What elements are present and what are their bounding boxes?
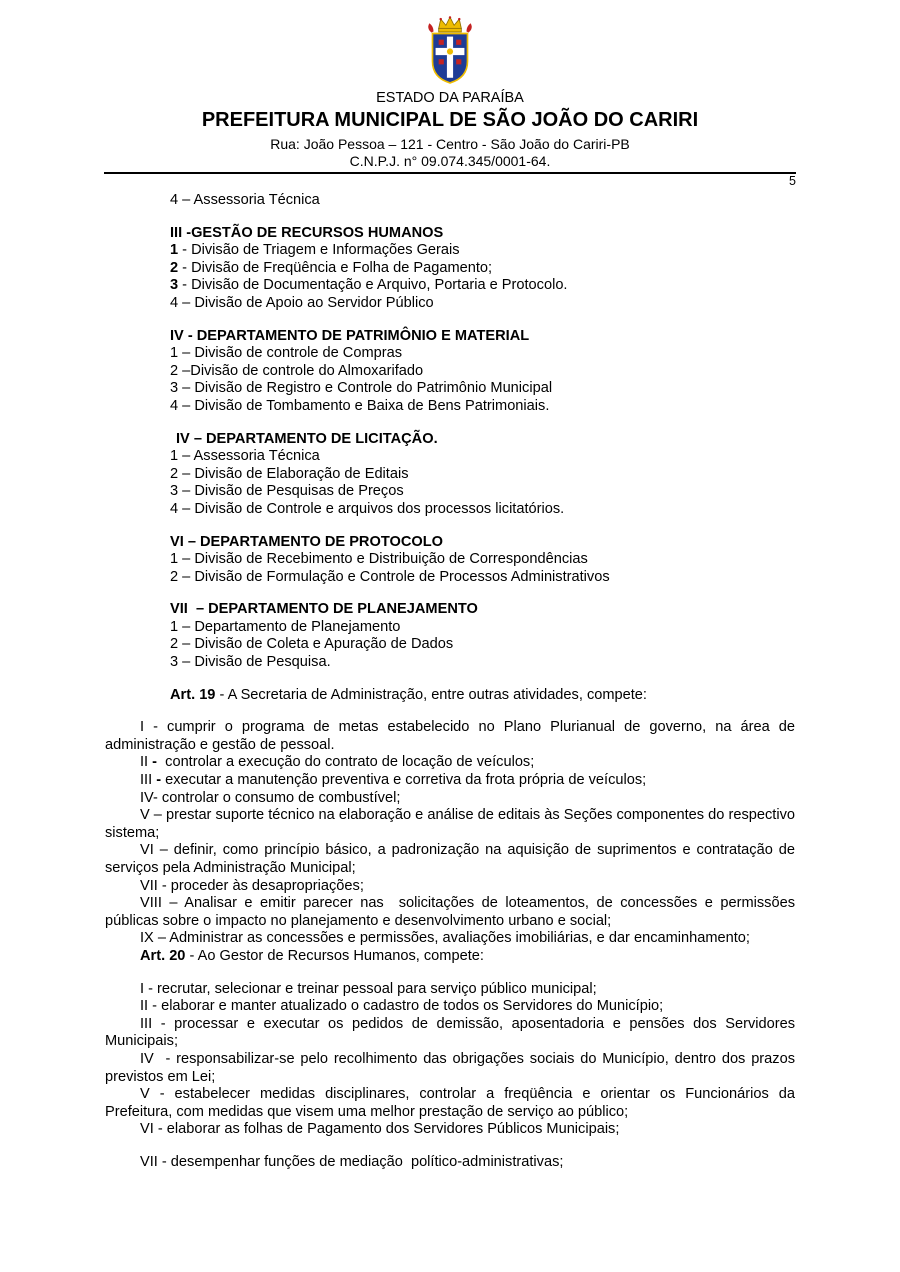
text-run: VII - desempenhar funções de mediação político-administrativas; <box>140 1153 564 1170</box>
text-run: 2 – Divisão de Coleta e Apuração de Dados <box>170 636 454 653</box>
text-run: IX – Administrar as concessões e permissões, avaliações imobiliárias, e dar encaminhamento; <box>140 930 750 947</box>
section-heading <box>170 534 795 552</box>
text-run: 3 – Divisão de Registro e Controle do Patrimônio Municipal <box>170 380 553 397</box>
list-item <box>170 466 795 484</box>
text-run: Art. 19 <box>170 686 216 703</box>
text-run: 2 – Divisão de Elaboração de Editais <box>170 465 409 482</box>
document-body <box>105 192 800 1172</box>
list-item <box>170 654 795 672</box>
text-run: Art. 20 <box>140 947 186 964</box>
shield-center <box>447 48 453 54</box>
address-line: Rua: João Pessoa – 121 - Centro - São João do Cariri-PB <box>270 136 630 152</box>
paragraph <box>105 754 795 772</box>
text-run: - <box>156 772 162 789</box>
paragraph <box>105 930 795 948</box>
section-heading <box>170 601 795 619</box>
text-run: 3 <box>170 277 179 294</box>
paragraph <box>105 998 795 1016</box>
text-run: 2 –Divisão de controle do Almoxarifado <box>170 362 424 379</box>
paragraph <box>105 1050 800 1086</box>
text-run: VII - proceder às desapropriações; <box>140 877 364 894</box>
text-run: executar a manutenção preventiva e corretiva da frota própria de veículos; <box>161 772 647 789</box>
list-item <box>170 569 795 587</box>
paragraph <box>105 1015 800 1051</box>
paragraph <box>105 1154 795 1172</box>
paragraph <box>105 719 800 754</box>
text-run: III -GESTÃO DE RECURSOS HUMANOS <box>170 224 444 241</box>
text-run: 3 – Divisão de Pesquisa. <box>170 654 331 671</box>
shield-mark <box>439 59 444 64</box>
text-run: - A Secretaria de Administração, entre outras atividades, compete: <box>215 686 647 703</box>
blank-line <box>105 1139 795 1154</box>
paragraph <box>105 807 800 842</box>
crown-jewel <box>449 16 451 18</box>
paragraph <box>105 981 795 999</box>
text-run: 1 – Departamento de Planejamento <box>170 618 401 635</box>
text-run: 4 – Assessoria Técnica <box>170 192 320 208</box>
blank-line <box>105 313 795 328</box>
list-item <box>170 448 795 466</box>
text-run: 4 – Divisão de Apoio ao Servidor Público <box>170 294 434 311</box>
paragraph <box>105 878 795 896</box>
cnpj-line: C.N.P.J. n° 09.074.345/0001-64. <box>349 153 551 169</box>
text-run: V - estabelecer medidas disciplinares, controlar a freqüência e orientar os Funcionários da Prefeitura, com medidas que visem uma melhor prestação de serviço ao público; <box>105 1086 800 1120</box>
municipality-title: PREFEITURA MUNICIPAL DE SÃO JOÃO DO CARIRI <box>201 109 699 131</box>
text-run: 1 <box>170 242 179 259</box>
text-run: 1 – Divisão de Recebimento e Distribuição de Correspondências <box>170 551 588 568</box>
blank-line <box>105 966 795 981</box>
text-run: VIII – Analisar e emitir parecer nas solicitações de loteamentos, de concessões e permissões públicas sobre o impacto no planejamento e desenvolvimento urbano e social; <box>105 895 800 929</box>
text-run: IV - responsabilizar-se pelo recolhimento das obrigações sociais do Município, dentro dos prazos previstos em Lei; <box>105 1050 800 1085</box>
header-divider <box>104 172 796 174</box>
text-run: - Divisão de Freqüência e Folha de Pagamento; <box>178 259 493 276</box>
paragraph <box>105 895 800 930</box>
blank-line <box>105 586 795 601</box>
list-item <box>170 277 795 295</box>
crest-ornament-left <box>428 23 433 32</box>
text-run: 2 – Divisão de Formulação e Controle de Processos Administrativos <box>170 568 610 585</box>
paragraph <box>105 948 795 966</box>
paragraph <box>105 687 795 705</box>
paragraph <box>105 772 795 790</box>
text-run: III - processar e executar os pedidos de demissão, aposentadoria e pensões dos Servidores Municipais; <box>105 1015 800 1050</box>
blank-line <box>105 519 795 534</box>
blank-line <box>105 210 795 225</box>
text-run: VI – definir, como princípio básico, a padronização na aquisição de suprimentos e contratação de serviços pela Administração Municipal; <box>105 842 800 876</box>
coat-of-arms-icon <box>425 16 475 86</box>
text-run: VI – DEPARTAMENTO DE PROTOCOLO <box>170 533 443 550</box>
section-heading <box>170 328 795 346</box>
list-item <box>170 260 795 278</box>
text-run: III <box>140 772 157 789</box>
section-heading <box>170 225 795 243</box>
list-item <box>170 380 795 398</box>
text-run: VII – DEPARTAMENTO DE PLANEJAMENTO <box>170 601 478 618</box>
text-run: IV- controlar o consumo de combustível; <box>140 789 401 806</box>
text-run: 1 – Assessoria Técnica <box>170 448 320 465</box>
text-run: I - cumprir o programa de metas estabelecido no Plano Plurianual de governo, na área de administração e gestão de pessoal. <box>105 719 800 753</box>
text-run: - Divisão de Documentação e Arquivo, Portaria e Protocolo. <box>178 277 568 294</box>
list-item <box>170 363 795 381</box>
list-item <box>170 501 795 519</box>
text-run: - Divisão de Triagem e Informações Gerais <box>178 242 460 259</box>
paragraph <box>105 790 795 808</box>
blank-line <box>105 704 795 719</box>
crown-jewel <box>458 18 460 20</box>
list-item <box>170 242 795 260</box>
document-header <box>0 0 900 169</box>
text-run: V – prestar suporte técnico na elaboração e análise de editais às Seções componentes do respectivo sistema; <box>105 807 800 841</box>
text-run: IV - DEPARTAMENTO DE PATRIMÔNIO E MATERIAL <box>170 327 530 344</box>
list-item <box>170 295 795 313</box>
list-item <box>170 551 795 569</box>
text-run: 2 <box>170 259 179 276</box>
paragraph <box>105 842 800 877</box>
crown-jewel <box>440 18 442 20</box>
text-run: II - elaborar e manter atualizado o cadastro de todos os Servidores do Município; <box>140 998 664 1015</box>
cross-vertical <box>447 37 453 78</box>
text-run: 1 – Divisão de controle de Compras <box>170 345 402 362</box>
list-item <box>170 398 795 416</box>
list-item <box>170 619 795 637</box>
text-run: IV – DEPARTAMENTO DE LICITAÇÃO. <box>176 430 438 447</box>
paragraph <box>105 1121 795 1139</box>
page-number: 5 <box>789 174 796 188</box>
text-run: 4 – Divisão de Tombamento e Baixa de Bens Patrimoniais. <box>170 397 550 414</box>
blank-line <box>105 416 795 431</box>
text-run: controlar a execução do contrato de locação de veículos; <box>157 754 535 771</box>
text-run: VI - elaborar as folhas de Pagamento dos Servidores Públicos Municipais; <box>140 1121 620 1138</box>
list-item <box>170 345 795 363</box>
text-run: II <box>140 754 153 771</box>
text-run: I - recrutar, selecionar e treinar pessoal para serviço público municipal; <box>140 980 597 997</box>
list-item <box>170 636 795 654</box>
crest-ornament-right <box>466 23 471 32</box>
state-name: ESTADO DA PARAÍBA <box>376 90 524 106</box>
blank-line <box>105 672 795 687</box>
list-item <box>170 192 795 210</box>
text-run: - Ao Gestor de Recursos Humanos, compete: <box>185 947 484 964</box>
shield-mark <box>456 40 461 45</box>
paragraph <box>105 1086 800 1121</box>
text-run: 3 – Divisão de Pesquisas de Preços <box>170 483 404 500</box>
list-item <box>170 483 795 501</box>
section-heading <box>176 431 795 449</box>
crown-band <box>439 28 462 32</box>
shield-mark <box>456 59 461 64</box>
text-run: 4 – Divisão de Controle e arquivos dos processos licitatórios. <box>170 500 565 517</box>
shield-mark <box>439 40 444 45</box>
text-run: - <box>152 754 158 771</box>
